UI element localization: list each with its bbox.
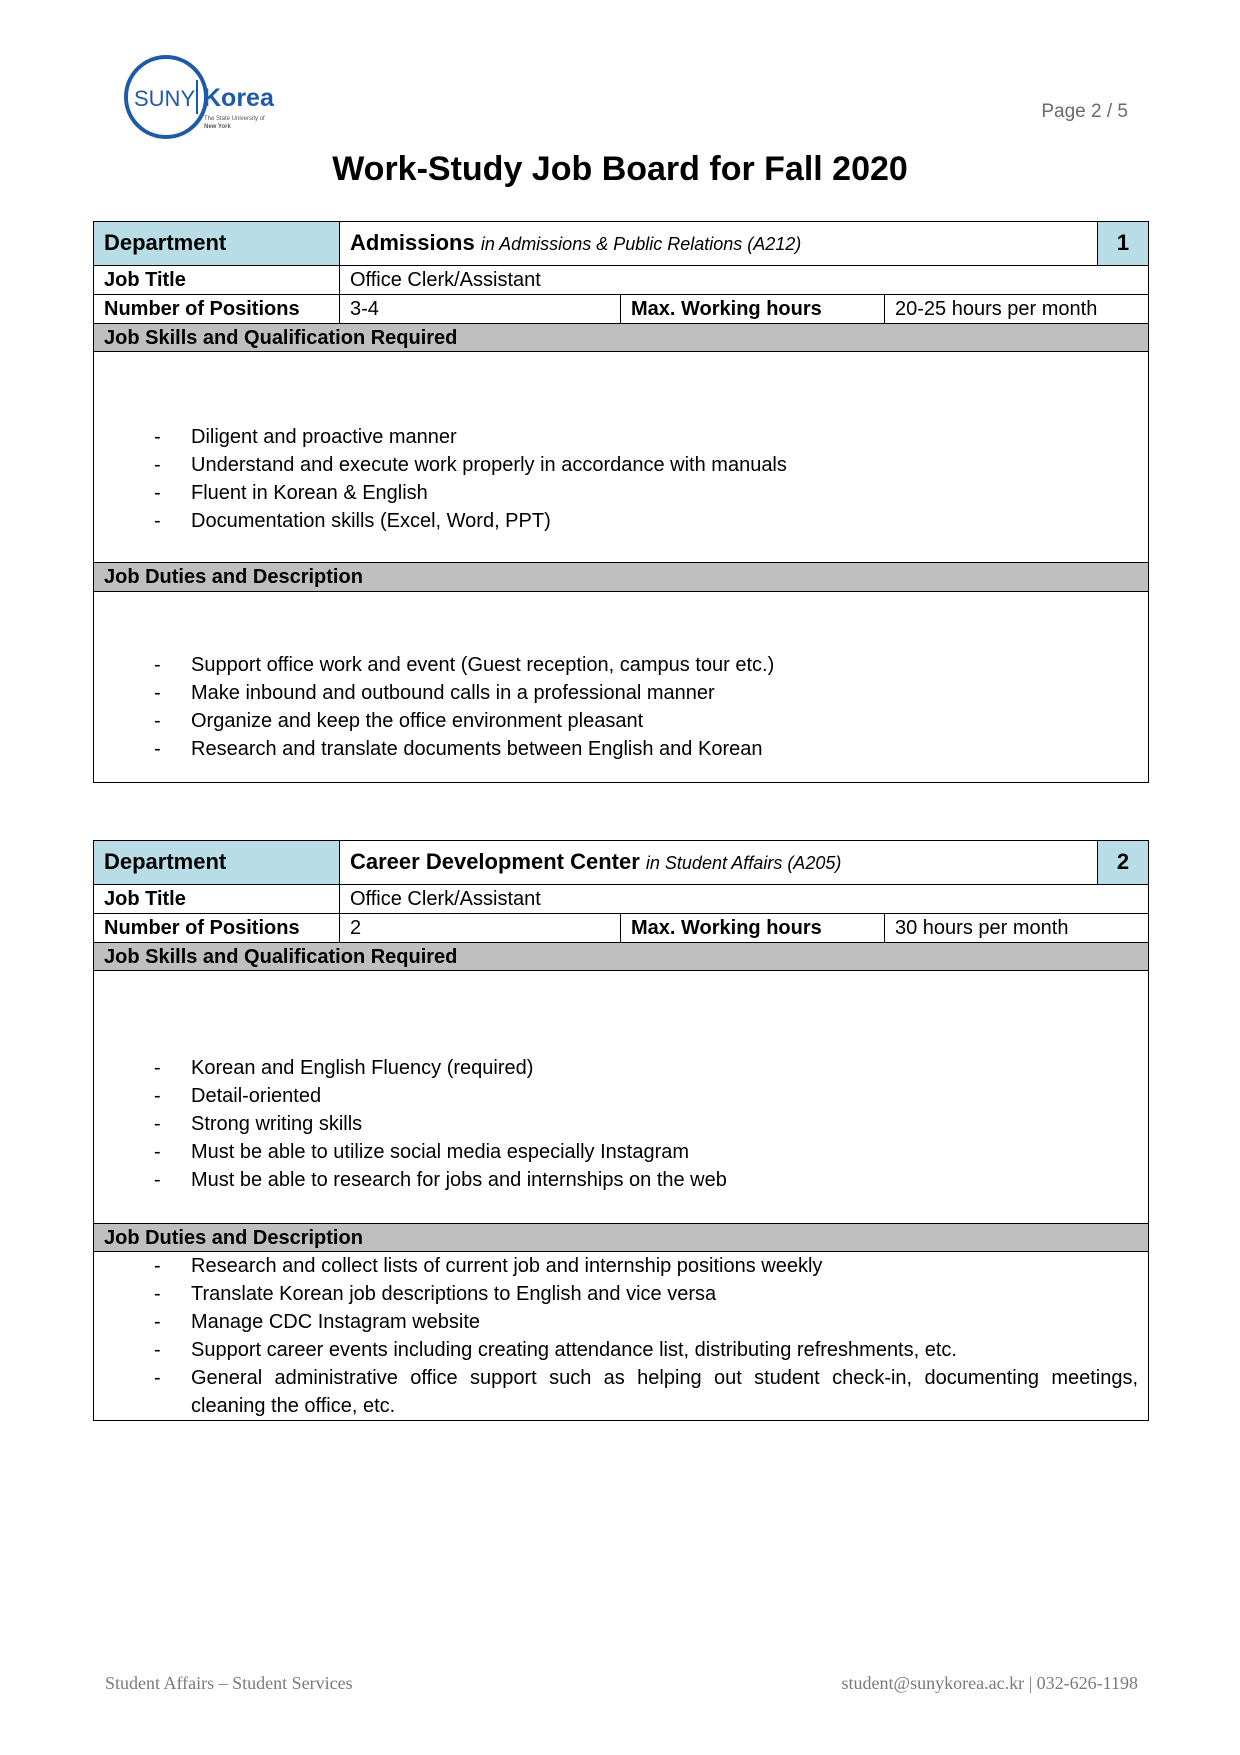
department-label: Department: [94, 841, 340, 885]
page-number: Page 2 / 5: [1041, 101, 1128, 122]
duties-cell: [94, 592, 1149, 783]
list-item: - Must be able to research for jobs and internships on the web: [104, 1166, 1138, 1194]
list-item: - Manage CDC Instagram website: [104, 1308, 1138, 1336]
skills-cell: [94, 352, 1149, 563]
job-title-label: Job Title: [94, 266, 340, 295]
list-item: - Korean and English Fluency (required): [104, 1054, 1138, 1082]
duties-list: [104, 611, 1148, 763]
department-location: in Admissions & Public Relations (A212): [480, 234, 802, 255]
skills-header: Job Skills and Qualification Required: [94, 943, 1149, 971]
footer-department: Student Affairs – Student Services: [105, 1673, 353, 1693]
logo-subtitle-1: The State University of: [204, 116, 265, 122]
skills-list: [104, 1001, 1148, 1194]
positions-value: 3-4: [340, 295, 621, 324]
list-item: - Support career events including creating attendance list, distributing refreshments, etc.: [104, 1336, 1138, 1364]
department-name: Admissions: [350, 230, 475, 256]
list-item: - Organize and keep the office environment pleasant: [104, 707, 1138, 735]
department-cell: [340, 222, 1098, 266]
job-number: 2: [1098, 841, 1149, 885]
hours-label: Max. Working hours: [621, 295, 885, 324]
job-title-value: Office Clerk/Assistant: [340, 885, 1149, 914]
list-item: - Translate Korean job descriptions to English and vice versa: [104, 1280, 1138, 1308]
suny-korea-logo: [124, 54, 294, 142]
list-item: - General administrative office support such as helping out student check-in, documenting meetings, cleaning the office, etc.: [104, 1364, 1138, 1420]
list-item: - Diligent and proactive manner: [104, 423, 1138, 451]
job-title-value: Office Clerk/Assistant: [340, 266, 1149, 295]
list-item: - Research and collect lists of current job and internship positions weekly: [104, 1252, 1138, 1280]
job-table-2: [93, 840, 1149, 1421]
page-title: Work-Study Job Board for Fall 2020: [332, 150, 908, 188]
list-item: - Must be able to utilize social media especially Instagram: [104, 1138, 1138, 1166]
duties-header: Job Duties and Description: [94, 563, 1149, 592]
list-item: - Support office work and event (Guest reception, campus tour etc.): [104, 651, 1138, 679]
list-item: - Documentation skills (Excel, Word, PPT): [104, 507, 1138, 535]
list-item: - Make inbound and outbound calls in a professional manner: [104, 679, 1138, 707]
positions-value: 2: [340, 914, 621, 943]
list-item: - Research and translate documents between English and Korean: [104, 735, 1138, 763]
hours-label: Max. Working hours: [621, 914, 885, 943]
department-label: Department: [94, 222, 340, 266]
job-title-label: Job Title: [94, 885, 340, 914]
hours-value: 30 hours per month: [885, 914, 1149, 943]
list-item: - Fluent in Korean & English: [104, 479, 1138, 507]
logo-subtitle-2: New York: [204, 124, 231, 130]
department-cell: [340, 841, 1098, 885]
footer-contact: student@sunykorea.ac.kr | 032-626-1198: [841, 1673, 1138, 1693]
department-name: Career Development Center: [350, 849, 640, 875]
hours-value: 20-25 hours per month: [885, 295, 1149, 324]
duties-cell: [94, 1252, 1149, 1421]
logo-suny-text: SUNY: [134, 86, 196, 111]
positions-label: Number of Positions: [94, 295, 340, 324]
job-table-1: [93, 221, 1149, 783]
duties-list: [104, 1252, 1148, 1420]
logo-korea-text: Korea: [203, 84, 274, 112]
list-item: - Detail-oriented: [104, 1082, 1138, 1110]
list-item: - Understand and execute work properly in accordance with manuals: [104, 451, 1138, 479]
skills-header: Job Skills and Qualification Required: [94, 324, 1149, 352]
skills-cell: [94, 971, 1149, 1224]
duties-header: Job Duties and Description: [94, 1224, 1149, 1252]
list-item: - Strong writing skills: [104, 1110, 1138, 1138]
skills-list: [104, 380, 1148, 535]
positions-label: Number of Positions: [94, 914, 340, 943]
job-number: 1: [1098, 222, 1149, 266]
department-location: in Student Affairs (A205): [645, 853, 842, 874]
